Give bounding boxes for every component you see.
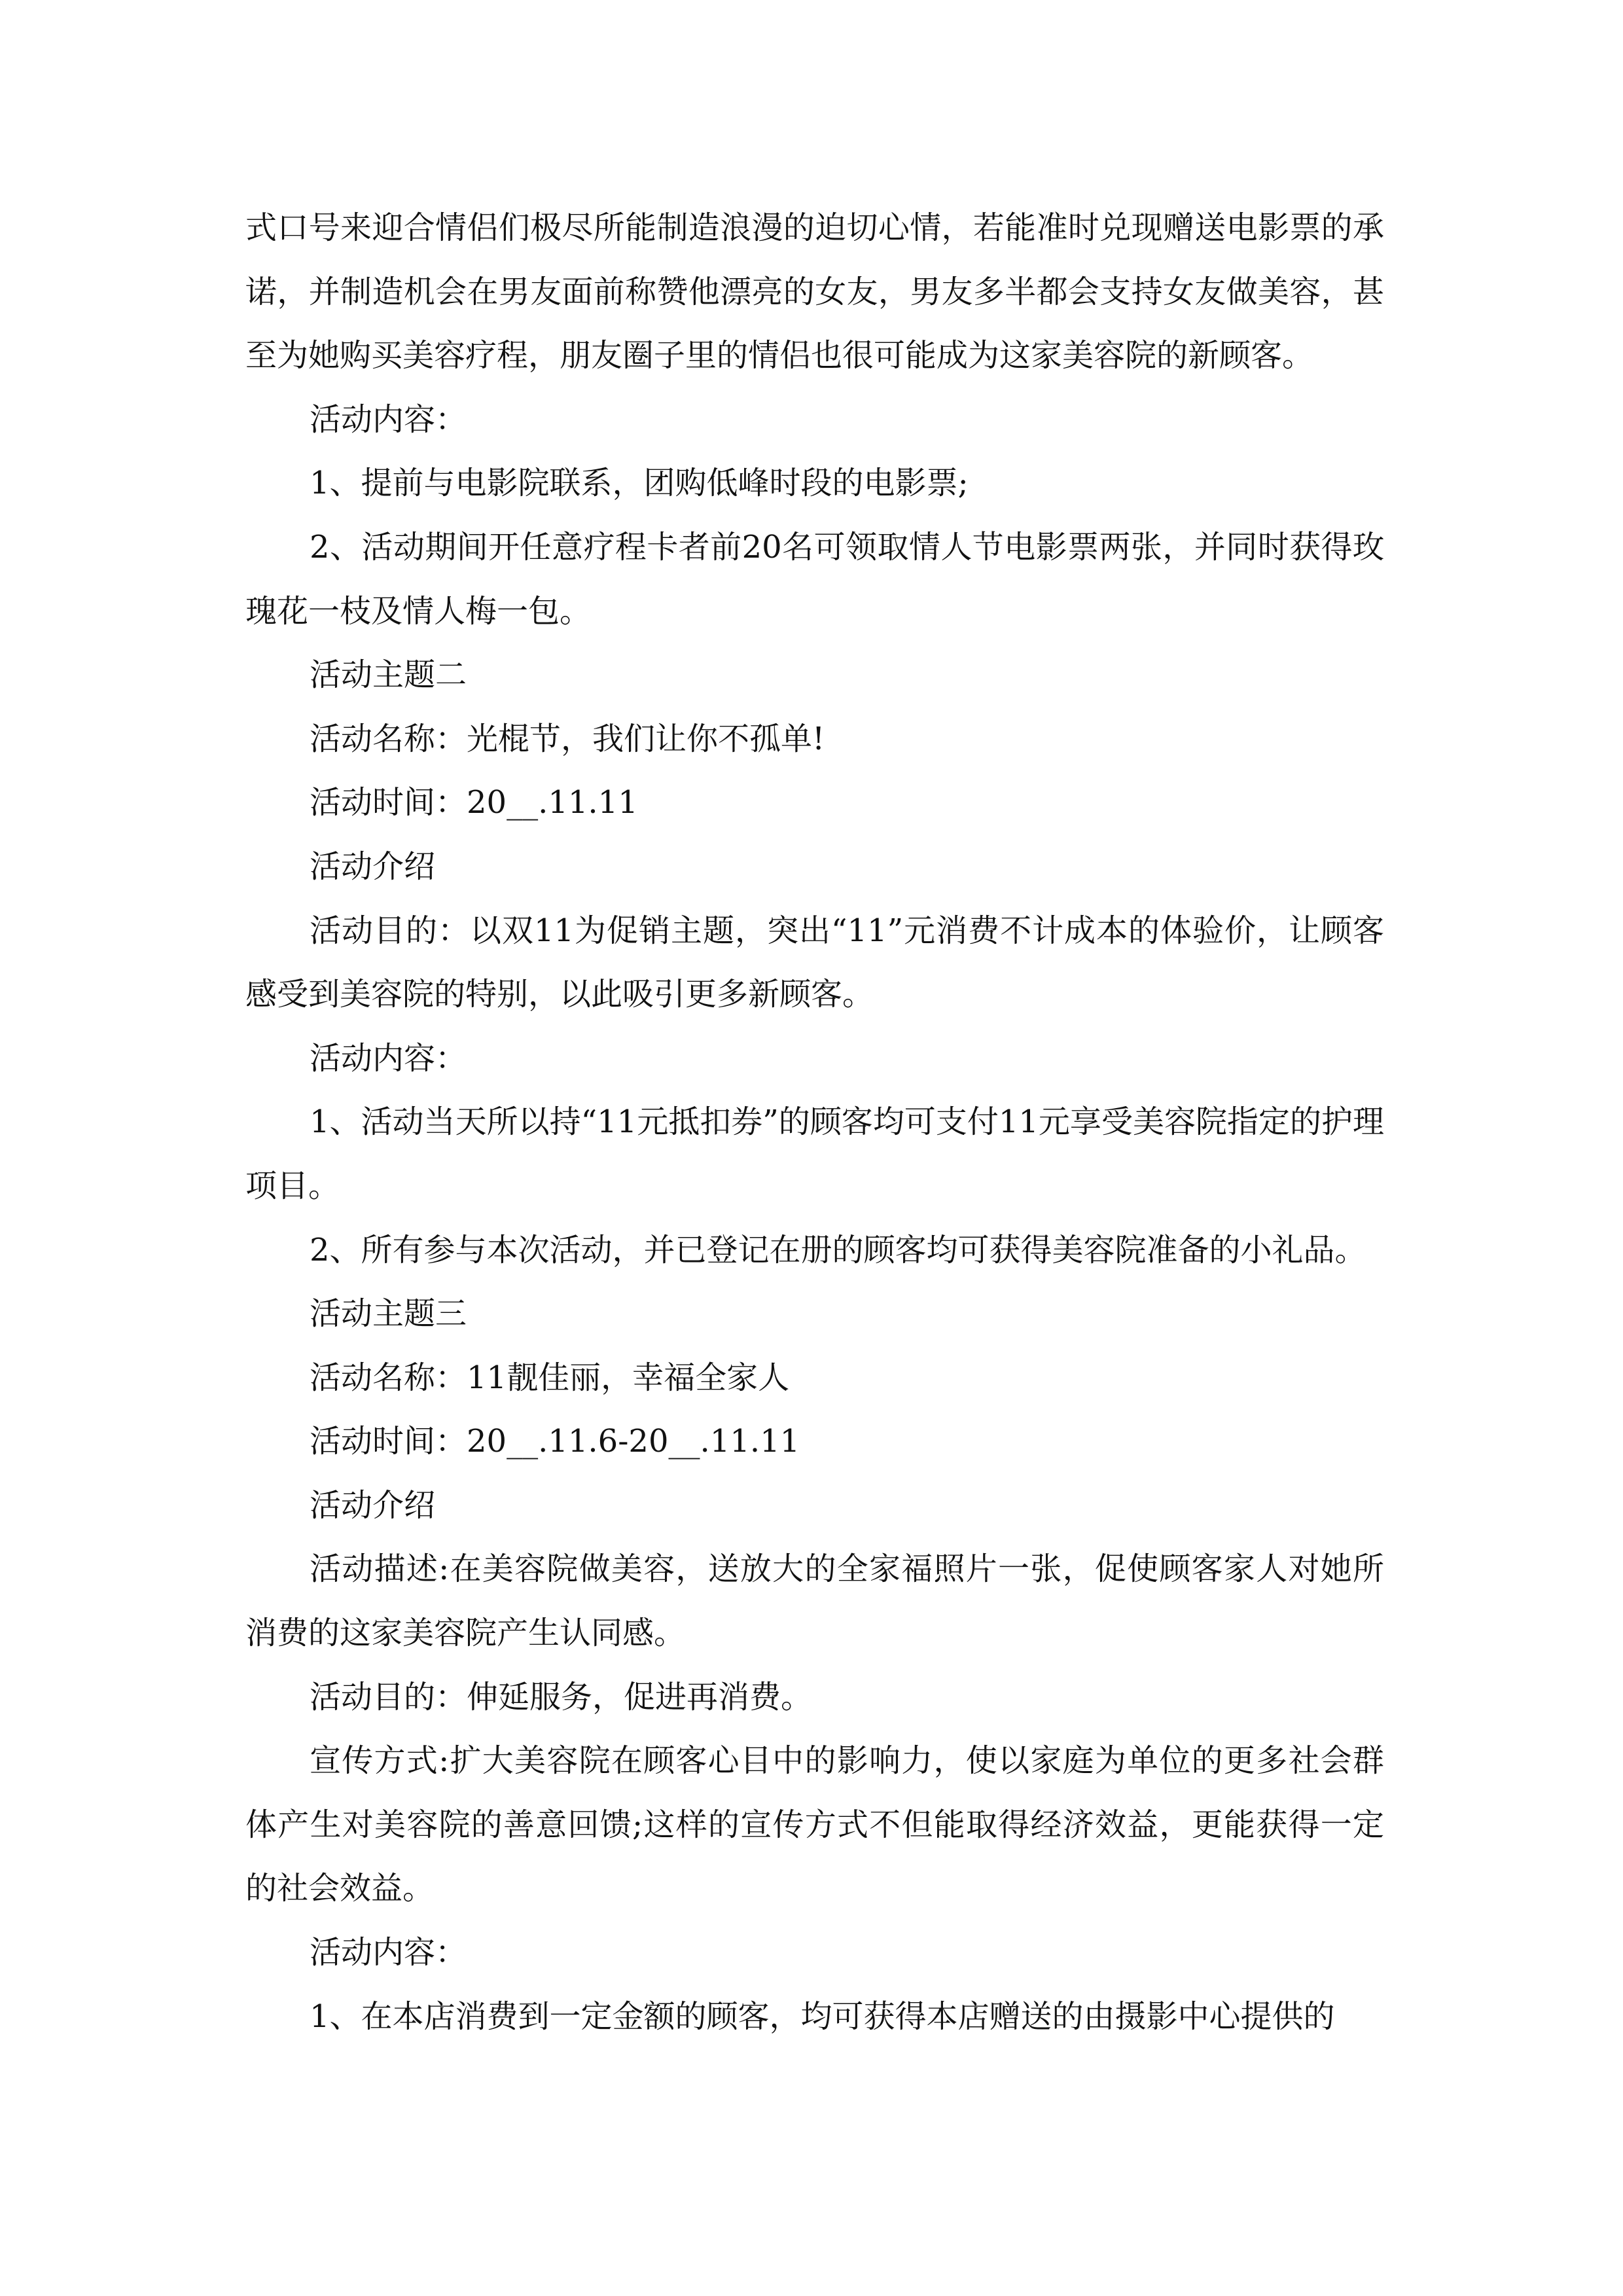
list-item: 2、活动期间开任意疗程卡者前20名可领取情人节电影票两张，并同时获得玫瑰花一枝及情人梅一包。: [245, 528, 1384, 630]
list-item: 2、所有参与本次活动，并已登记在册的顾客均可获得美容院准备的小礼品。: [310, 1231, 1366, 1268]
list-item: 1、提前与电影院联系，团购低峰时段的电影票;: [310, 465, 969, 502]
section-heading-theme-two: 活动主题二: [310, 656, 467, 694]
activity-time: 活动时间：20__.11.6-20__.11.11: [310, 1423, 800, 1460]
promotion-method: 宣传方式:扩大美容院在顾客心目中的影响力，使以家庭为单位的更多社会群体产生对美容院的善意回馈;这样的宣传方式不但能取得经济效益，更能获得一定的社会效益。: [245, 1742, 1384, 1907]
heading-activity-content: 活动内容：: [310, 1039, 467, 1077]
activity-purpose: 活动目的：以双11为促销主题，突出“11”元消费不计成本的体验价，让顾客感受到美容院的特别，以此吸引更多新顾客。: [245, 912, 1384, 1013]
section-heading-theme-three: 活动主题三: [310, 1295, 467, 1333]
heading-activity-content: 活动内容：: [310, 401, 467, 438]
activity-purpose: 活动目的：伸延服务，促进再消费。: [310, 1678, 813, 1715]
activity-name: 活动名称：11靓佳丽，幸福全家人: [310, 1359, 790, 1396]
activity-name: 活动名称：光棍节，我们让你不孤单!: [310, 720, 825, 757]
activity-time: 活动时间：20__.11.11: [310, 784, 638, 821]
heading-activity-content: 活动内容：: [310, 1934, 467, 1971]
activity-intro-heading: 活动介绍: [310, 1486, 436, 1524]
list-item: 1、活动当天所以持“11元抵扣券”的顾客均可支付11元享受美容院指定的护理项目。: [245, 1103, 1384, 1204]
document-body: [245, 196, 1384, 2049]
paragraph-continuation: 式口号来迎合情侣们极尽所能制造浪漫的迫切心情，若能准时兑现赠送电影票的承诺，并制造机会在男友面前称赞他漂亮的女友，男友多半都会支持女友做美容，甚至为她购买美容疗程，朋友圈子里的情侣也很可能成为这家美容院的新顾客。: [245, 209, 1384, 374]
list-item: 1、在本店消费到一定金额的顾客，均可获得本店赠送的由摄影中心提供的: [310, 1998, 1335, 2035]
activity-intro-heading: 活动介绍: [310, 848, 436, 885]
activity-description: 活动描述:在美容院做美容，送放大的全家福照片一张，促使顾客家人对她所消费的这家美容院产生认同感。: [245, 1551, 1384, 1652]
